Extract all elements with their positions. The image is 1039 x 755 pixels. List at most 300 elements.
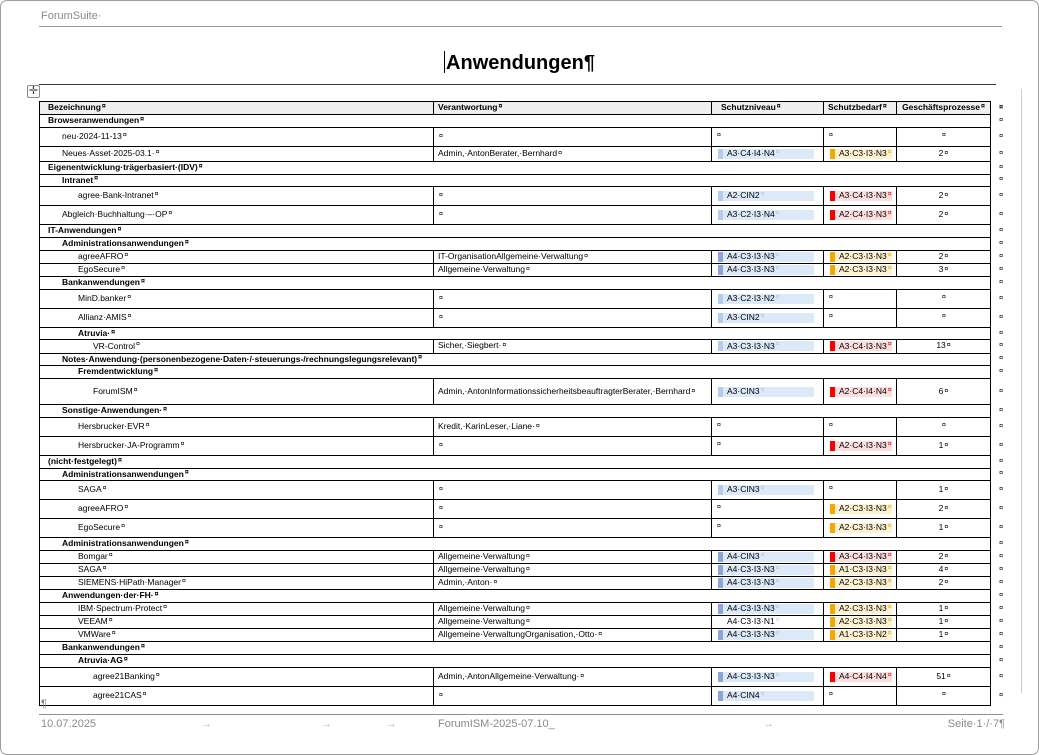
- cell-end-mark: ¤: [760, 191, 765, 199]
- responsibility-text: Allgemeine·Verwaltung¤: [438, 263, 530, 274]
- cell-end-mark: ¤: [180, 440, 185, 448]
- group-name: Anwendungen·der·FH·: [62, 590, 154, 601]
- schutzniveau-cell: [712, 147, 824, 161]
- schutzniveau-badge: [718, 672, 814, 682]
- cell-end-mark: ¤: [525, 265, 530, 273]
- cell-end-mark: ¤: [775, 578, 780, 586]
- app-name: SIEMENS·HiPath·Manager: [78, 577, 181, 588]
- row-end-mark: ¤: [999, 672, 1003, 680]
- row-end-mark: ¤: [999, 294, 1003, 302]
- app-name-cell: [40, 418, 434, 436]
- cell-end-mark: ¤: [944, 252, 949, 260]
- cell-end-mark: ¤: [163, 405, 168, 413]
- schutzbedarf-cell: [824, 603, 897, 615]
- schutzniveau-badge-level-bar: [718, 252, 723, 262]
- schutzniveau-badge-text: A4·C3·I3·N3: [727, 603, 775, 614]
- col-header-bezeichnung: Bezeichnung ¤: [40, 102, 434, 114]
- row-end-mark: ¤: [999, 313, 1003, 321]
- group-row: [40, 353, 1003, 367]
- cell-end-mark: ¤: [418, 354, 423, 362]
- cell-end-mark: ¤: [942, 312, 946, 320]
- cell-end-mark: ¤: [944, 605, 949, 612]
- group-label: [40, 655, 990, 667]
- cell-end-mark: ¤: [944, 441, 949, 449]
- schutzbedarf-cell: [824, 418, 897, 436]
- schutzniveau-badge: [718, 149, 814, 159]
- cell-end-mark: ¤: [717, 523, 721, 531]
- schutzniveau-cell: [712, 687, 824, 705]
- schutzniveau-badge: [718, 210, 814, 220]
- schutzniveau-badge: [718, 313, 814, 323]
- cell-end-mark: ¤: [439, 691, 443, 699]
- row-end-mark: ¤: [999, 329, 1003, 337]
- cell-end-mark: ¤: [184, 238, 189, 246]
- gp-cell: [897, 437, 990, 455]
- col-header-geschaeftsprozesse: Geschäftsprozesse ¤: [902, 102, 985, 113]
- schutzbedarf-badge: [830, 341, 892, 351]
- gp-value: 2¤: [938, 577, 949, 588]
- row-end-mark: ¤: [999, 342, 1003, 350]
- schutzbedarf-badge: [830, 672, 892, 682]
- cell-end-mark: ¤: [133, 386, 138, 394]
- schutzniveau-cell: [712, 603, 824, 615]
- row-end-mark: ¤: [999, 643, 1003, 651]
- schutzbedarf-badge-level-bar: [830, 341, 835, 351]
- group-name: IT-Anwendungen: [48, 225, 117, 236]
- cell-end-mark: ¤: [887, 603, 892, 611]
- app-name-cell: [40, 128, 434, 146]
- cell-end-mark: ¤: [882, 102, 887, 110]
- title-rule: [39, 84, 996, 85]
- cell-end-mark: ¤: [535, 422, 540, 430]
- gp-value: 2¤: [938, 551, 949, 562]
- cell-end-mark: ¤: [163, 604, 167, 611]
- app-name: SAGA: [78, 484, 102, 495]
- gp-cell: [897, 147, 990, 161]
- schutzbedarf-badge-level-bar: [830, 617, 835, 627]
- app-name-cell: [40, 500, 434, 518]
- cell-end-mark: ¤: [198, 162, 203, 170]
- schutzniveau-badge-level-bar: [718, 313, 723, 323]
- cell-end-mark: ¤: [775, 630, 780, 638]
- responsibility-text: Admin,·Anton·¤: [438, 577, 498, 588]
- group-name: Browseranwendungen: [48, 115, 140, 125]
- cell-end-mark: ¤: [775, 341, 780, 349]
- tab-mark-icon: →: [386, 718, 397, 730]
- group-row: [40, 238, 1003, 251]
- responsibility-cell: [434, 340, 712, 352]
- group-label: [40, 225, 990, 237]
- app-name-cell: [40, 564, 434, 576]
- schutzniveau-badge-text: A4·C3·I3·N3: [727, 670, 775, 681]
- cell-end-mark: ¤: [136, 341, 140, 349]
- row-end-mark: ¤: [999, 278, 1003, 286]
- app-name: Hersbrucker·JA-Programm: [78, 439, 180, 450]
- cell-end-mark: ¤: [887, 630, 892, 638]
- schutzniveau-cell: [712, 629, 824, 641]
- tab-mark-icon: →: [763, 718, 774, 730]
- app-row: [40, 500, 1003, 519]
- schutzniveau-badge-text: A4·CIN4: [727, 689, 760, 700]
- app-name: VMWare: [78, 629, 111, 640]
- cell-end-mark: ¤: [121, 523, 125, 531]
- schutzbedarf-badge-text: A2·C3·I3·N3: [839, 250, 887, 261]
- schutzniveau-badge-text: A4·C3·I3·N3: [727, 264, 775, 274]
- cell-end-mark: ¤: [558, 149, 562, 157]
- schutzniveau-badge: [718, 265, 814, 275]
- schutzbedarf-cell: [824, 187, 897, 205]
- schutzbedarf-badge-level-bar: [830, 191, 835, 201]
- schutzbedarf-badge-text: A2·C3·I3·N3: [839, 522, 887, 533]
- cell-end-mark: ¤: [181, 578, 186, 586]
- cell-end-mark: ¤: [887, 523, 892, 531]
- app-row: [40, 379, 1003, 405]
- app-name-cell: [40, 187, 434, 205]
- cell-end-mark: ¤: [946, 342, 951, 350]
- schutzbedarf-cell: [824, 437, 897, 455]
- schutzniveau-badge-text: A4·C3·I3·N3: [727, 250, 775, 261]
- responsibility-text: [438, 485, 443, 495]
- cell-end-mark: ¤: [691, 387, 696, 395]
- cell-end-mark: ¤: [145, 421, 150, 429]
- app-name: VEEAM: [78, 616, 108, 627]
- schutzbedarf-badge-level-bar: [830, 265, 835, 275]
- schutzbedarf-badge: [830, 617, 892, 627]
- schutzbedarf-badge-level-bar: [830, 565, 835, 575]
- cell-end-mark: ¤: [944, 192, 949, 200]
- schutzbedarf-cell: [824, 309, 897, 327]
- group-name: Sonstige·Anwendungen·: [62, 405, 163, 416]
- schutzniveau-badge-level-bar: [718, 630, 723, 640]
- schutzniveau-cell: [712, 551, 824, 563]
- group-name: Administrationsanwendungen: [62, 468, 184, 479]
- cell-end-mark: ¤: [124, 504, 129, 512]
- group-row: [40, 276, 1003, 290]
- schutzbedarf-badge-level-bar: [830, 630, 835, 640]
- cell-end-mark: ¤: [944, 505, 949, 513]
- schutzniveau-badge-text: A4·CIN3: [727, 551, 760, 562]
- app-name: ForumISM: [93, 385, 133, 396]
- row-end-mark: ¤: [999, 691, 1003, 699]
- schutzniveau-badge-level-bar: [718, 672, 723, 682]
- cell-end-mark: ¤: [155, 671, 160, 679]
- schutzniveau-cell: [712, 309, 824, 327]
- cell-end-mark: ¤: [829, 690, 833, 698]
- responsibility-cell: [434, 147, 712, 161]
- schutzniveau-cell: [712, 564, 824, 576]
- app-name-cell: [40, 629, 434, 641]
- responsibility-text: [438, 191, 443, 201]
- gp-cell: [897, 668, 990, 686]
- cell-end-mark: ¤: [439, 441, 443, 449]
- cell-end-mark: ¤: [887, 386, 892, 394]
- group-row: [40, 455, 1003, 469]
- gp-cell: [897, 187, 990, 205]
- cell-end-mark: ¤: [439, 486, 443, 494]
- row-end-mark: ¤: [999, 163, 1003, 171]
- group-label: [40, 590, 990, 602]
- app-row: [40, 147, 1003, 162]
- app-row: [40, 418, 1003, 437]
- responsibility-cell: [434, 379, 712, 404]
- cell-end-mark: ¤: [887, 251, 892, 259]
- group-name: Atruvia·: [78, 327, 111, 338]
- app-name: Abgleich·Buchhaltung·–·OP: [62, 209, 168, 220]
- app-name-cell: [40, 379, 434, 404]
- group-label: [40, 642, 990, 654]
- header-rule: [39, 26, 1002, 27]
- cell-end-mark: ¤: [580, 672, 585, 680]
- cell-end-mark: ¤: [154, 367, 158, 375]
- cell-end-mark: ¤: [127, 293, 132, 301]
- group-row: [40, 590, 1003, 603]
- group-label: [40, 238, 990, 250]
- schutzbedarf-cell: [824, 564, 897, 576]
- schutzniveau-badge-level-bar: [718, 265, 723, 275]
- app-row: [40, 340, 1003, 353]
- cell-end-mark: ¤: [775, 251, 780, 259]
- row-end-mark: ¤: [999, 103, 1003, 111]
- app-name: Allianz·AMIS: [78, 311, 127, 322]
- cell-end-mark: ¤: [887, 552, 892, 560]
- cell-end-mark: ¤: [439, 211, 443, 219]
- gp-cell: [897, 500, 990, 518]
- schutzniveau-badge-text: A3·CIN3: [727, 385, 760, 396]
- row-end-mark: ¤: [999, 176, 1003, 184]
- row-end-mark: ¤: [999, 192, 1003, 200]
- cell-end-mark: ¤: [946, 672, 951, 680]
- row-end-mark: ¤: [999, 505, 1003, 513]
- gp-value: 51¤: [936, 670, 951, 681]
- cell-end-mark: ¤: [124, 251, 129, 259]
- cell-end-mark: ¤: [981, 102, 985, 110]
- schutzniveau-cell: [712, 519, 824, 537]
- cell-end-mark: ¤: [108, 552, 113, 560]
- app-row: [40, 603, 1003, 616]
- cell-end-mark: ¤: [829, 421, 833, 429]
- schutzbedarf-badge-text: A3·C4·I3·N3: [839, 190, 887, 201]
- schutzniveau-badge: [718, 294, 814, 304]
- schutzniveau-badge: [718, 604, 814, 614]
- col-header-schutzniveau: Schutzniveau ¤: [712, 102, 824, 114]
- app-name-cell: [40, 264, 434, 276]
- responsibility-cell: [434, 251, 712, 263]
- cell-end-mark: ¤: [887, 264, 892, 272]
- cell-end-mark: ¤: [439, 313, 443, 321]
- tab-mark-icon: →: [201, 718, 212, 730]
- schutzbedarf-badge-text: A2·C4·I4·N4: [839, 385, 887, 396]
- responsibility-cell: [434, 187, 712, 205]
- schutzniveau-badge: [718, 617, 814, 627]
- row-end-mark: ¤: [999, 239, 1003, 247]
- schutzbedarf-badge-level-bar: [830, 387, 835, 397]
- gp-cell: [897, 629, 990, 641]
- group-name: Bankanwendungen: [62, 642, 140, 653]
- app-name: IBM·Spectrum·Protect: [78, 603, 163, 614]
- col-header-verantwortung: Verantwortung ¤: [434, 102, 712, 114]
- cell-end-mark: ¤: [887, 617, 892, 625]
- cell-end-mark: ¤: [944, 265, 949, 273]
- schutzbedarf-badge-level-bar: [830, 504, 835, 514]
- cell-end-mark: ¤: [498, 102, 503, 110]
- app-name-cell: [40, 206, 434, 224]
- schutzbedarf-badge: [830, 578, 892, 588]
- cell-end-mark: ¤: [944, 553, 949, 561]
- tab-mark-icon: →: [321, 718, 332, 730]
- schutzniveau-badge-level-bar: [718, 149, 723, 159]
- app-name: agreeAFRO: [78, 250, 124, 261]
- cell-end-mark: ¤: [168, 210, 173, 218]
- responsibility-cell: [434, 437, 712, 455]
- cell-end-mark: ¤: [829, 485, 833, 493]
- app-row: [40, 668, 1003, 687]
- cell-end-mark: ¤: [829, 312, 833, 320]
- cell-end-mark: ¤: [598, 631, 603, 639]
- row-end-mark: ¤: [999, 116, 1003, 124]
- cell-end-mark: ¤: [127, 312, 132, 320]
- schutzbedarf-cell: [824, 206, 897, 224]
- gp-cell: [897, 206, 990, 224]
- cell-end-mark: ¤: [775, 148, 780, 156]
- schutzbedarf-badge: [830, 387, 892, 397]
- schutzbedarf-cell: [824, 147, 897, 161]
- responsibility-cell: [434, 481, 712, 499]
- app-name-cell: [40, 668, 434, 686]
- row-end-mark: ¤: [999, 387, 1003, 395]
- schutzbedarf-badge-text: A3·C4·I3·N3: [839, 340, 887, 351]
- schutzbedarf-cell: [824, 500, 897, 518]
- table-header-row: [40, 102, 1003, 115]
- group-name: Notes·Anwendung·(personenbezogene·Daten·/·steuerungs-/rechnungslegungsrelevant): [62, 353, 418, 364]
- schutzbedarf-badge: [830, 565, 892, 575]
- row-end-mark: ¤: [999, 553, 1003, 561]
- table-move-handle[interactable]: [27, 85, 40, 98]
- group-row: [40, 115, 1003, 128]
- schutzbedarf-badge-level-bar: [830, 578, 835, 588]
- schutzbedarf-badge-text: A2·C4·I3·N3: [839, 439, 887, 450]
- schutzniveau-cell: [712, 379, 824, 404]
- schutzniveau-badge-level-bar: [718, 191, 723, 201]
- schutzbedarf-badge-level-bar: [830, 604, 835, 614]
- schutzniveau-badge-level-bar: [718, 341, 723, 351]
- page-title-text: Anwendungen: [446, 52, 584, 74]
- gp-cell: [897, 519, 990, 537]
- cell-end-mark: ¤: [887, 504, 892, 512]
- group-name: (nicht·festgelegt): [48, 455, 117, 466]
- schutzniveau-badge: [718, 341, 814, 351]
- cell-end-mark: ¤: [887, 341, 892, 349]
- responsibility-text: Allgemeine·Verwaltung¤: [438, 603, 530, 613]
- gp-value: 1¤: [938, 439, 949, 450]
- gp-value: 2¤: [938, 147, 949, 158]
- move-icon: ✛: [28, 85, 39, 97]
- responsibility-text: Allgemeine·Verwaltung¤: [438, 551, 530, 562]
- group-row: [40, 642, 1003, 655]
- schutzbedarf-badge-level-bar: [830, 672, 835, 682]
- group-row: [40, 174, 1003, 188]
- row-end-mark: ¤: [999, 227, 1003, 235]
- app-name: agreeAFRO: [78, 503, 124, 514]
- cell-end-mark: ¤: [717, 440, 721, 448]
- app-name: EgoSecure: [78, 522, 121, 533]
- group-name: Eigenentwicklung·trägerbasiert·(IDV): [48, 161, 198, 172]
- schutzniveau-cell: [712, 187, 824, 205]
- cell-end-mark: ¤: [829, 131, 833, 139]
- cell-end-mark: ¤: [493, 579, 498, 587]
- responsibility-text: Allgemeine·Verwaltung¤: [438, 564, 530, 575]
- schutzniveau-badge: [718, 387, 814, 397]
- schutzbedarf-cell: [824, 264, 897, 276]
- app-name-cell: [40, 551, 434, 563]
- gp-cell: [897, 309, 990, 327]
- group-name: Bankanwendungen: [62, 276, 140, 287]
- responsibility-cell: [434, 418, 712, 436]
- schutzniveau-cell: [712, 290, 824, 308]
- schutzniveau-badge-text: A3·C4·I4·N4: [727, 147, 775, 158]
- responsibility-text: IT-OrganisationAllgemeine·Verwaltung¤: [438, 250, 588, 261]
- cell-end-mark: ¤: [108, 617, 113, 625]
- cell-end-mark: ¤: [944, 618, 949, 626]
- gp-value: 2¤: [938, 503, 949, 514]
- responsibility-text: [438, 691, 443, 701]
- app-name: neu·2024-11-13: [62, 130, 122, 141]
- app-row: [40, 551, 1003, 564]
- gp-cell: [897, 340, 990, 352]
- app-name-cell: [40, 147, 434, 161]
- app-row: [40, 616, 1003, 629]
- cell-end-mark: ¤: [584, 252, 588, 260]
- schutzniveau-cell: [712, 577, 824, 589]
- footer-pilcrow: ¶: [41, 698, 47, 710]
- schutzbedarf-badge-text: A2·C3·I3·N3: [839, 616, 887, 627]
- gp-value: 4¤: [938, 564, 949, 575]
- cell-end-mark: ¤: [525, 566, 530, 574]
- cell-end-mark: ¤: [942, 131, 946, 139]
- cell-end-mark: ¤: [944, 149, 949, 157]
- row-end-mark: ¤: [999, 604, 1003, 612]
- group-label: [40, 405, 990, 417]
- row-end-mark: ¤: [999, 265, 1003, 273]
- cell-end-mark: ¤: [439, 192, 443, 200]
- cell-end-mark: ¤: [887, 210, 892, 218]
- row-end-mark: ¤: [999, 368, 1003, 376]
- cell-end-mark: ¤: [760, 690, 765, 698]
- schutzniveau-cell: [712, 128, 824, 146]
- schutzbedarf-badge-text: A4·C4·I4·N4: [839, 670, 887, 681]
- gp-cell: [897, 564, 990, 576]
- row-end-mark: ¤: [999, 579, 1003, 587]
- responsibility-text: [438, 441, 443, 451]
- gp-cell: [897, 616, 990, 628]
- responsibility-cell: [434, 264, 712, 276]
- gp-value: 1¤: [938, 484, 949, 495]
- row-end-mark: ¤: [999, 441, 1003, 449]
- app-name: EgoSecure: [78, 264, 121, 275]
- gp-cell: [897, 128, 990, 146]
- table-body: [40, 115, 1003, 705]
- app-row: [40, 564, 1003, 577]
- cell-end-mark: ¤: [775, 565, 780, 573]
- schutzniveau-badge-text: A2·CIN2: [727, 190, 760, 201]
- responsibility-text: [438, 210, 443, 220]
- schutzbedarf-badge-level-bar: [830, 523, 835, 533]
- cell-end-mark: ¤: [140, 277, 145, 285]
- group-name: Fremdentwicklung: [78, 366, 154, 377]
- text-cursor: [444, 51, 445, 73]
- row-end-mark: ¤: [999, 631, 1003, 639]
- app-name: agree21Banking: [93, 670, 155, 681]
- row-end-mark: ¤: [999, 470, 1003, 478]
